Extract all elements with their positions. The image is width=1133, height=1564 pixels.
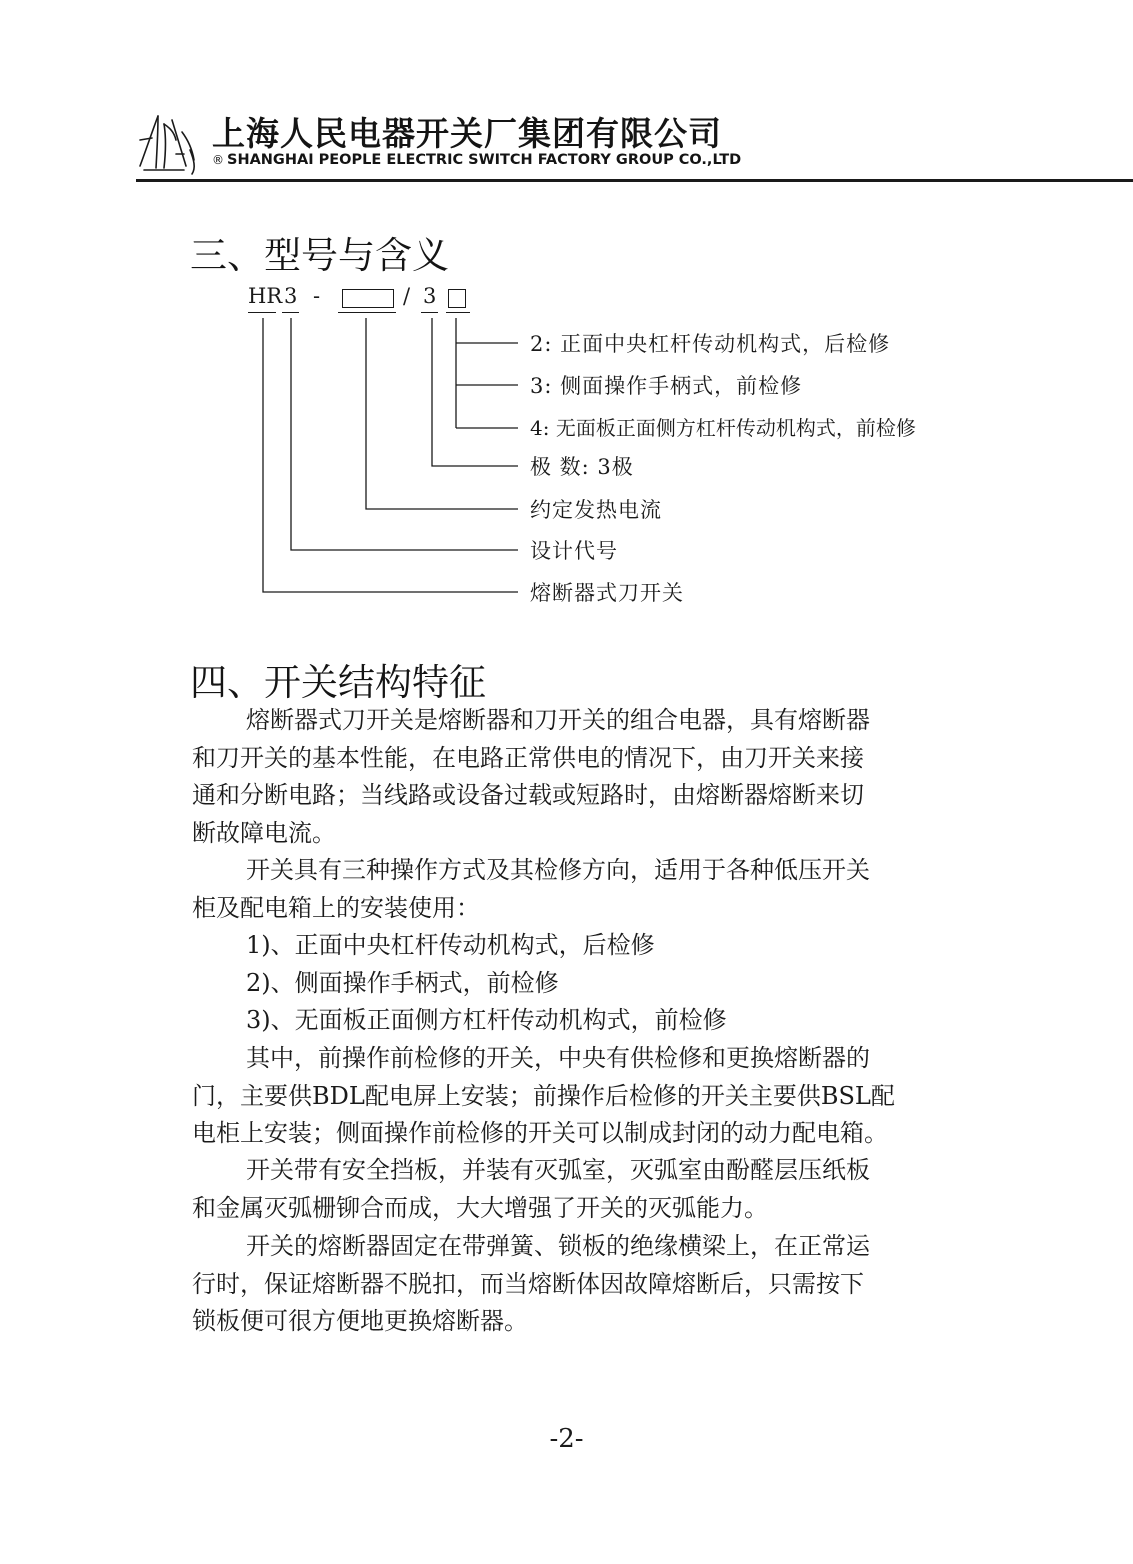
code-dash: -: [313, 284, 321, 308]
text-line: 断故障电流。: [192, 818, 336, 847]
text-line: 开关带有安全挡板，并装有灭弧室，灭弧室由酚醛层压纸板: [246, 1156, 870, 1184]
list-item: 3)、无面板正面侧方杠杆传动机构式，前检修: [246, 1006, 727, 1034]
code-design: 3: [284, 284, 298, 308]
text-line: 柜及配电箱上的安装使用：: [192, 893, 480, 922]
label-type: 熔断器式刀开关: [530, 581, 684, 605]
text-line: 熔断器式刀开关是熔断器和刀开关的组合电器，具有熔断器: [246, 706, 870, 734]
text-line: 门，主要供BDL配电屏上安装；前操作后检修的开关主要供BSL配: [192, 1081, 895, 1110]
company-name-cn: 上海人民电器开关厂集团有限公司: [212, 114, 722, 153]
section-title-structure: 四、开关结构特征: [190, 661, 486, 704]
label-op-4: 4: 无面板正面侧方杠杆传动机构式，前检修: [530, 416, 916, 440]
label-op-3: 3: 侧面操作手柄式，前检修: [530, 374, 803, 398]
code-poles: 3: [423, 284, 437, 308]
list-item: 1)、正面中央杠杆传动机构式，后检修: [246, 931, 655, 959]
section-title-model: 三、型号与含义: [190, 234, 449, 277]
label-design: 设计代号: [530, 539, 618, 563]
registered-mark: ®: [212, 153, 224, 167]
text-line: 通和分断电路；当线路或设备过载或短路时，由熔断器熔断来切: [192, 781, 864, 809]
label-current: 约定发热电流: [530, 498, 662, 522]
text-line: 开关的熔断器固定在带弹簧、锁板的绝缘横梁上，在正常运: [246, 1232, 870, 1260]
paragraph-operation-modes: [192, 852, 952, 927]
leader-operation: [456, 318, 518, 428]
text-line: 开关具有三种操作方式及其检修方向，适用于各种低压开关: [246, 856, 870, 884]
text-line: 电柜上安装；侧面操作前检修的开关可以制成封闭的动力配电箱。: [192, 1119, 888, 1147]
leader-type: [263, 318, 518, 592]
list-item: 2)、侧面操作手柄式，前检修: [246, 968, 559, 997]
leader-poles: [432, 318, 518, 466]
model-diagram-lines: [0, 0, 1133, 620]
paragraph-arc-chamber: [192, 1152, 952, 1227]
text-line: 锁板便可很方便地更换熔断器。: [192, 1307, 528, 1335]
text-line: 和刀开关的基本性能，在电路正常供电的情况下，由刀开关来接: [192, 743, 864, 772]
company-name-en-text: SHANGHAI PEOPLE ELECTRIC SWITCH FACTORY GROUP CO.,LTD: [227, 152, 742, 168]
paragraph-intro: [192, 702, 952, 852]
code-slash: /: [403, 284, 411, 308]
text-line: 其中，前操作前检修的开关，中央有供检修和更换熔断器的: [246, 1044, 870, 1072]
paragraph-installation: [192, 1040, 952, 1153]
code-prefix: HR: [248, 284, 283, 308]
label-op-2: 2: 正面中央杠杆传动机构式，后检修: [530, 332, 891, 356]
label-poles: 极 数: 3极: [530, 455, 634, 479]
page-number: -2-: [549, 1424, 584, 1454]
text-line: 行时，保证熔断器不脱扣，而当熔断体因故障熔断后，只需按下: [192, 1269, 864, 1298]
text-line: 和金属灭弧栅铆合而成，大大增强了开关的灭弧能力。: [192, 1193, 768, 1222]
paragraph-fuse-mount: [192, 1228, 952, 1341]
list-operation-modes: [192, 927, 952, 1040]
leader-design: [291, 318, 518, 550]
leader-current: [366, 318, 518, 509]
